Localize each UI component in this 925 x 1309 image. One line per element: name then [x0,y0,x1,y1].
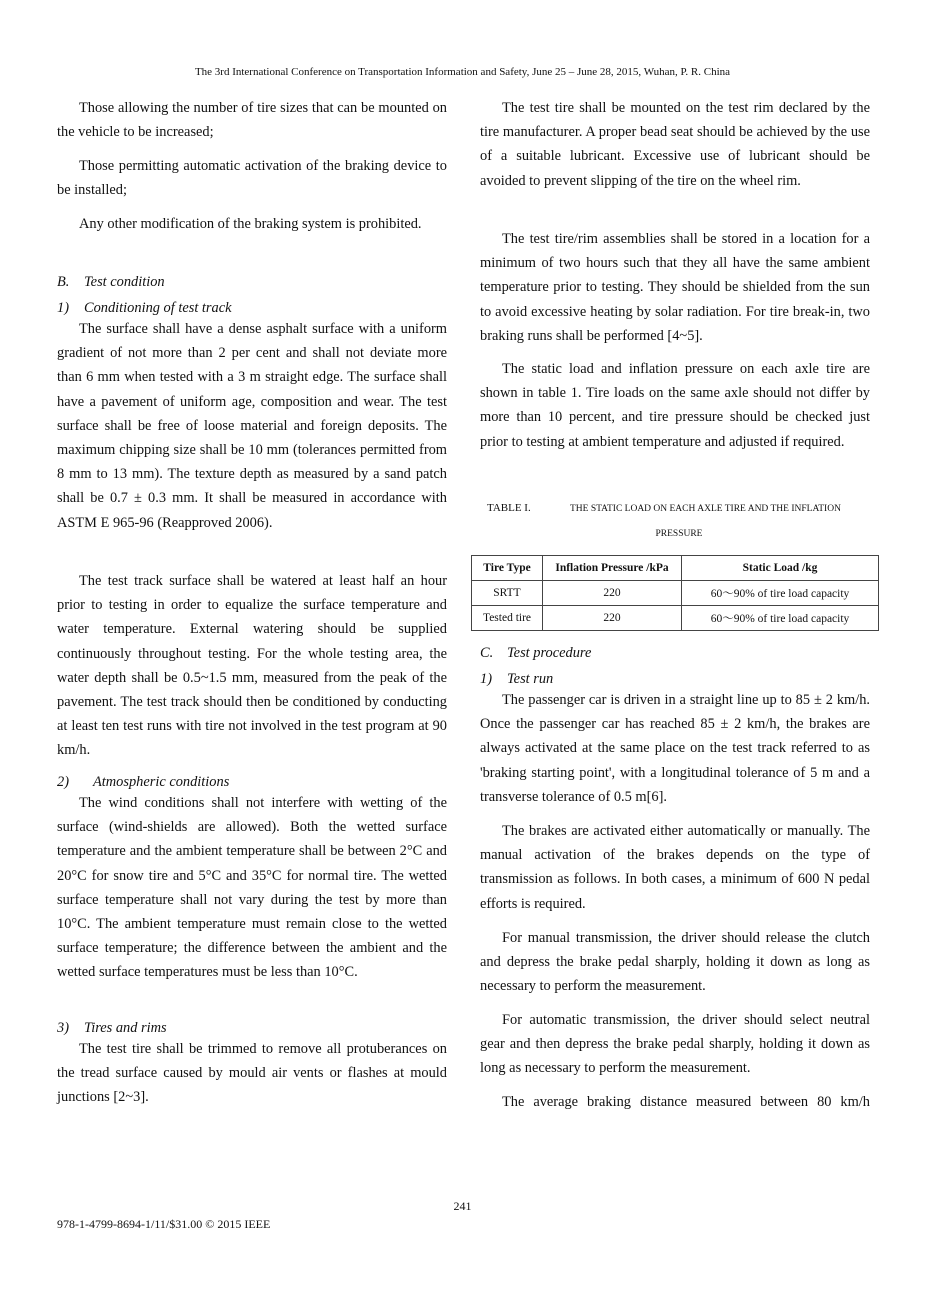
table-caption-line-2: PRESSURE [655,529,703,539]
section-heading-c [480,643,591,663]
paragraph: The static load and inflation pressure on each axle tire are shown in table 1. Tire loads on the same axle should not differ by more than 10 percent, and tire pressure should be checked just prior to testing at ambient temperature and adjusted if required. [480,361,870,450]
section-number: B. [57,274,70,290]
paragraph: The surface shall have a dense asphalt surface with a uniform gradient of not more than 2 per cent and shall not deviate more than 6 mm when tested with a 3 m straight edge. The surface shall have a pavement of uniform age, composition and wear. The test surface shall be free of loose material and foreign deposits. The maximum chipping size shall be 10 mm (tolerances permitted from 8 mm to 13 mm). The texture depth as measured by a sand patch shall be 0.7 ± 0.3 mm. It shall be measured in accordance with ASTM E 965-96 (Reapproved 2006). [57,321,447,531]
paragraph: Those permitting automatic activation of the braking device to be installed; [57,158,447,199]
paragraph: The brakes are activated either automatically or manually. The manual activation of the brakes depends on the type of transmission as follows. In both cases, a minimum of 600 N pedal efforts is required. [480,823,870,912]
table-caption-line-1: THE STATIC LOAD ON EACH AXLE TIRE AND THE INFLATION [570,504,841,514]
table-row [472,581,879,606]
column-header-static-load: Static Load /kg [682,556,879,581]
column-header-inflation-pressure: Inflation Pressure /kPa [543,556,682,581]
column-header-tire-type: Tire Type [472,556,543,581]
subsection-number: 1) [480,671,492,687]
subsection-heading [480,669,553,689]
table-row [472,606,879,631]
table-cell: Tested tire [472,606,543,631]
paragraph: The test tire shall be mounted on the test rim declared by the tire manufacturer. A proper bead seat should be achieved by the use of a suitable lubricant. Excessive use of lubricant should be avoided to prevent slipping of the tire on the wheel rim. [480,100,870,189]
table-label: TABLE I. [487,502,531,514]
paragraph: The wind conditions shall not interfere with wetting of the surface (wind-shields are allowed). Both the wetted surface temperature and the ambient temperature shall be between 2°C and 20°C for snow tire and 5°C and 35°C for normal tire. The wetted surface temperature shall not vary during the test by more than 10°C. The ambient temperature must remain close to the wetted surface temperature; the difference between the ambient and the wetted surface temperatures must be less than 10°C. [57,795,447,981]
subsection-number: 2) [57,774,69,790]
paragraph: The test tire shall be trimmed to remove all protuberances on the tread surface caused by mould air vents or flashes at mould junctions [2~3]. [57,1041,447,1106]
section-number: C. [480,645,494,661]
static-load-table [471,555,879,631]
section-heading-b [57,272,165,292]
table-cell: 220 [543,581,682,606]
subsection-heading [57,1018,167,1038]
paragraph: The test track surface shall be watered at least half an hour prior to testing in order to equalize the surface temperature and water temperature. External watering should be supplied continuously throughout testing. For the whole testing area, the water depth shall be 0.5~1.5 mm, measured from the peak of the pavement. The test track should then be conditioned by conducting at least ten test runs with tire not involved in the test program at 90 km/h. [57,573,447,759]
section-title: Test condition [84,274,165,290]
subsection-title: Test run [507,671,554,687]
paragraph: The passenger car is driven in a straight line up to 85 ± 2 km/h. Once the passenger car has reached 85 ± 2 km/h, the brakes are always activated at the same place on the test track referred to as 'braking starting point', with a longitudinal tolerance of 5 m and a transverse tolerance of 0.5 m[6]. [480,692,870,805]
table-cell: SRTT [472,581,543,606]
subsection-title: Atmospheric conditions [93,774,230,790]
table-cell: 60～90% of tire load capacity [682,606,879,631]
page-number: 241 [453,1199,472,1213]
paragraph: For automatic transmission, the driver should select neutral gear and then depress the brake pedal sharply, holding it down as long as necessary to perform the measurement. [480,1012,870,1077]
paragraph: The test tire/rim assemblies shall be stored in a location for a minimum of two hours such that they all have the same ambient temperature prior to testing. They should be shielded from the sun to avoid excessive heating by solar radiation. For tire break-in, two braking runs shall be performed [4~5]. [480,231,870,344]
table-header-row [472,556,879,581]
table-cell: 220 [543,606,682,631]
running-header: The 3rd International Conference on Transportation Information and Safety, June 25 – June 28, 2015, Wuhan, P. R. China [194,66,731,78]
copyright-footer: 978-1-4799-8694-1/11/$31.00 © 2015 IEEE [57,1217,271,1231]
subsection-number: 1) [57,300,69,316]
table-cell: 60～90% of tire load capacity [682,581,879,606]
paragraph: Any other modification of the braking system is prohibited. [79,216,422,232]
paragraph: Those allowing the number of tire sizes that can be mounted on the vehicle to be increased; [57,100,447,141]
subsection-heading [57,772,229,792]
section-title: Test procedure [507,645,592,661]
subsection-title: Tires and rims [84,1020,167,1036]
paragraph: The average braking distance measured between 80 km/h [502,1094,870,1110]
subsection-title: Conditioning of test track [84,300,232,316]
subsection-number: 3) [57,1020,69,1036]
paragraph: For manual transmission, the driver should release the clutch and depress the brake pedal sharply, holding it down as long as necessary to perform the measurement. [480,930,870,995]
subsection-heading [57,298,232,318]
